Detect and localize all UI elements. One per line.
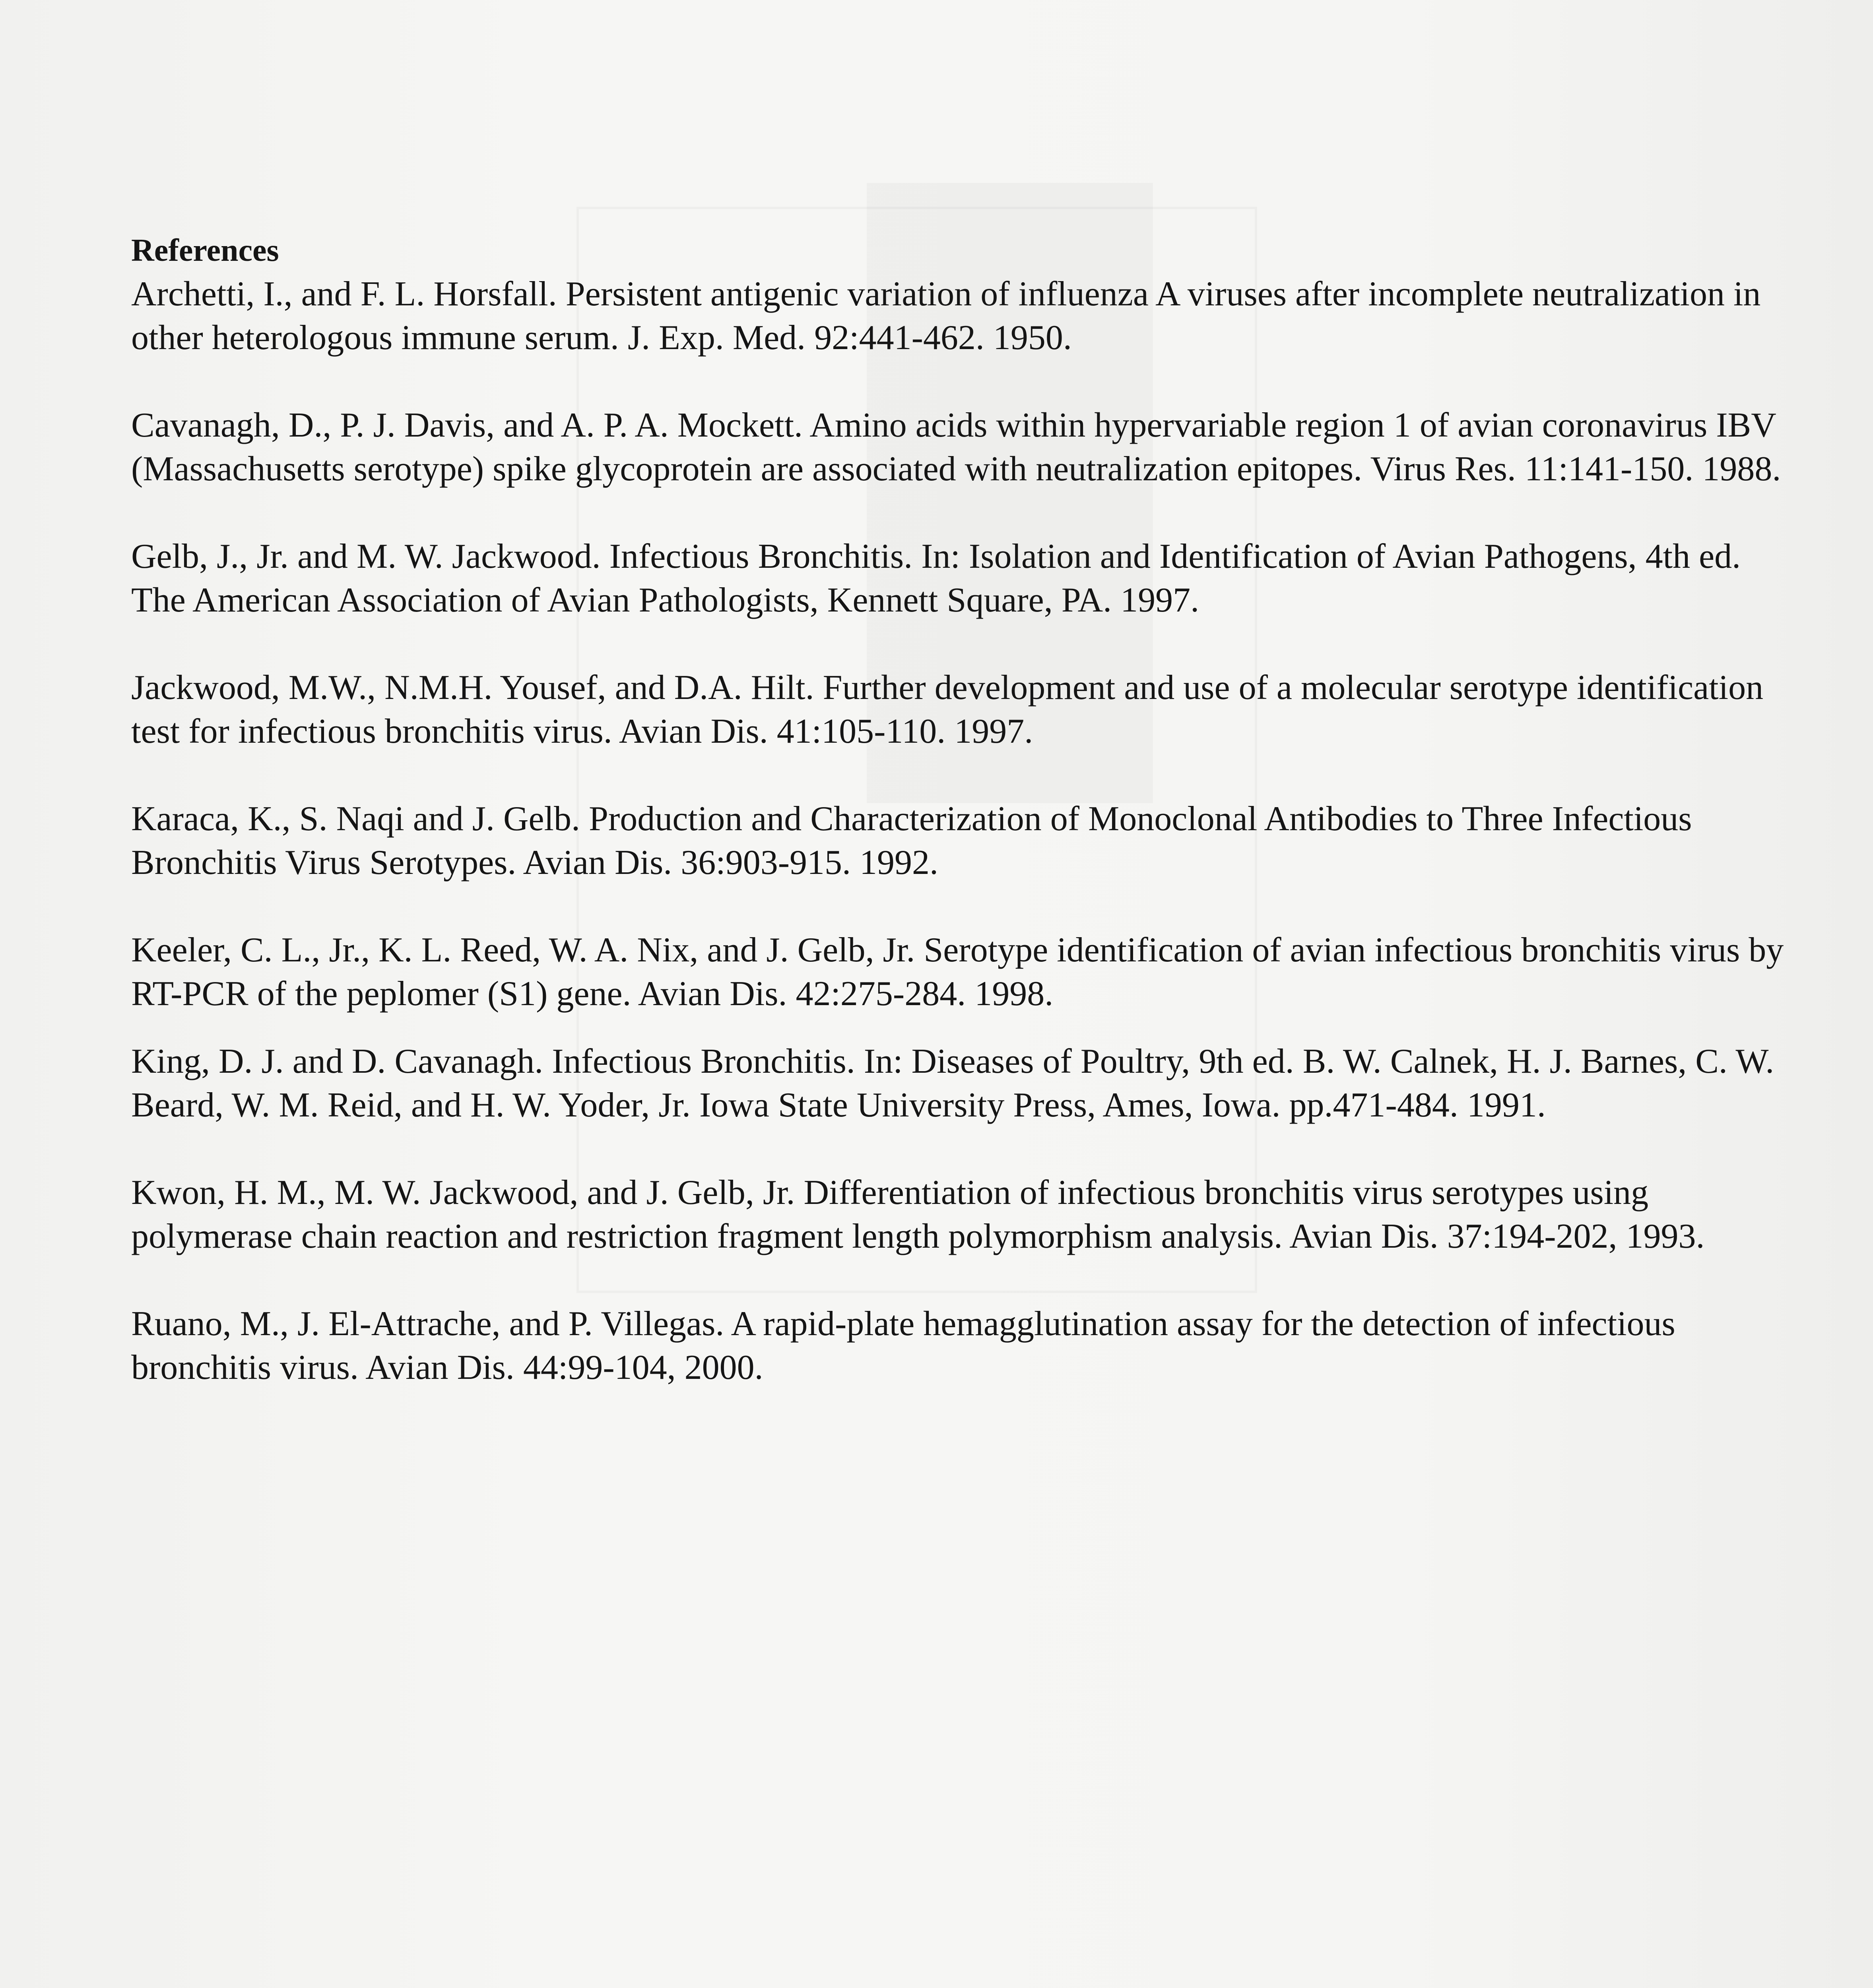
reference-list	[131, 272, 1801, 1390]
reference-king: King, D. J. and D. Cavanagh. Infectious Bronchitis. In: Diseases of Poultry, 9th ed. B. W. Calnek, H. J. Barnes, C. W. Beard, W. M. Reid, and H. W. Yoder, Jr. Iowa State University Press, Ames, Iowa. pp.471-484. 1991.	[131, 1042, 1774, 1124]
reference-gelb: Gelb, J., Jr. and M. W. Jackwood. Infectious Bronchitis. In: Isolation and Identification of Avian Pathogens, 4th ed. The American Association of Avian Pathologists, Kennett Square, PA. 1997.	[131, 537, 1741, 619]
reference-jackwood: Jackwood, M.W., N.M.H. Yousef, and D.A. Hilt. Further development and use of a molecular serotype identification test for infectious bronchitis virus. Avian Dis. 41:105-110. 1997.	[131, 668, 1764, 751]
reference-karaca: Karaca, K., S. Naqi and J. Gelb. Production and Characterization of Monoclonal Antibodies to Three Infectious Bronchitis Virus Serotypes. Avian Dis. 36:903-915. 1992.	[131, 800, 1692, 882]
reference-archetti: Archetti, I., and F. L. Horsfall. Persistent antigenic variation of influenza A viruses after incomplete neutralization in other heterologous immune serum. J. Exp. Med. 92:441-462. 1950.	[131, 275, 1761, 357]
reference-cavanagh: Cavanagh, D., P. J. Davis, and A. P. A. Mockett. Amino acids within hypervariable region 1 of avian coronavirus IBV (Massachusetts serotype) spike glycoprotein are associated with neutralization epitopes. Virus Res. 11:141-150. 1988.	[131, 406, 1781, 488]
reference-ruano: Ruano, M., J. El-Attrache, and P. Villegas. A rapid-plate hemagglutination assay for the detection of infectious bronchitis virus. Avian Dis. 44:99-104, 2000.	[131, 1305, 1675, 1387]
reference-keeler: Keeler, C. L., Jr., K. L. Reed, W. A. Nix, and J. Gelb, Jr. Serotype identification of avian infectious bronchitis virus by RT-PCR of the peplomer (S1) gene. Avian Dis. 42:275-284. 1998.	[131, 931, 1784, 1013]
references-heading: References	[131, 233, 279, 268]
references-section	[131, 229, 1801, 1433]
reference-kwon: Kwon, H. M., M. W. Jackwood, and J. Gelb, Jr. Differentiation of infectious bronchitis virus serotypes using polymerase chain reaction and restriction fragment length polymorphism analysis. Avian Dis. 37:194-202, 1993.	[131, 1173, 1705, 1256]
